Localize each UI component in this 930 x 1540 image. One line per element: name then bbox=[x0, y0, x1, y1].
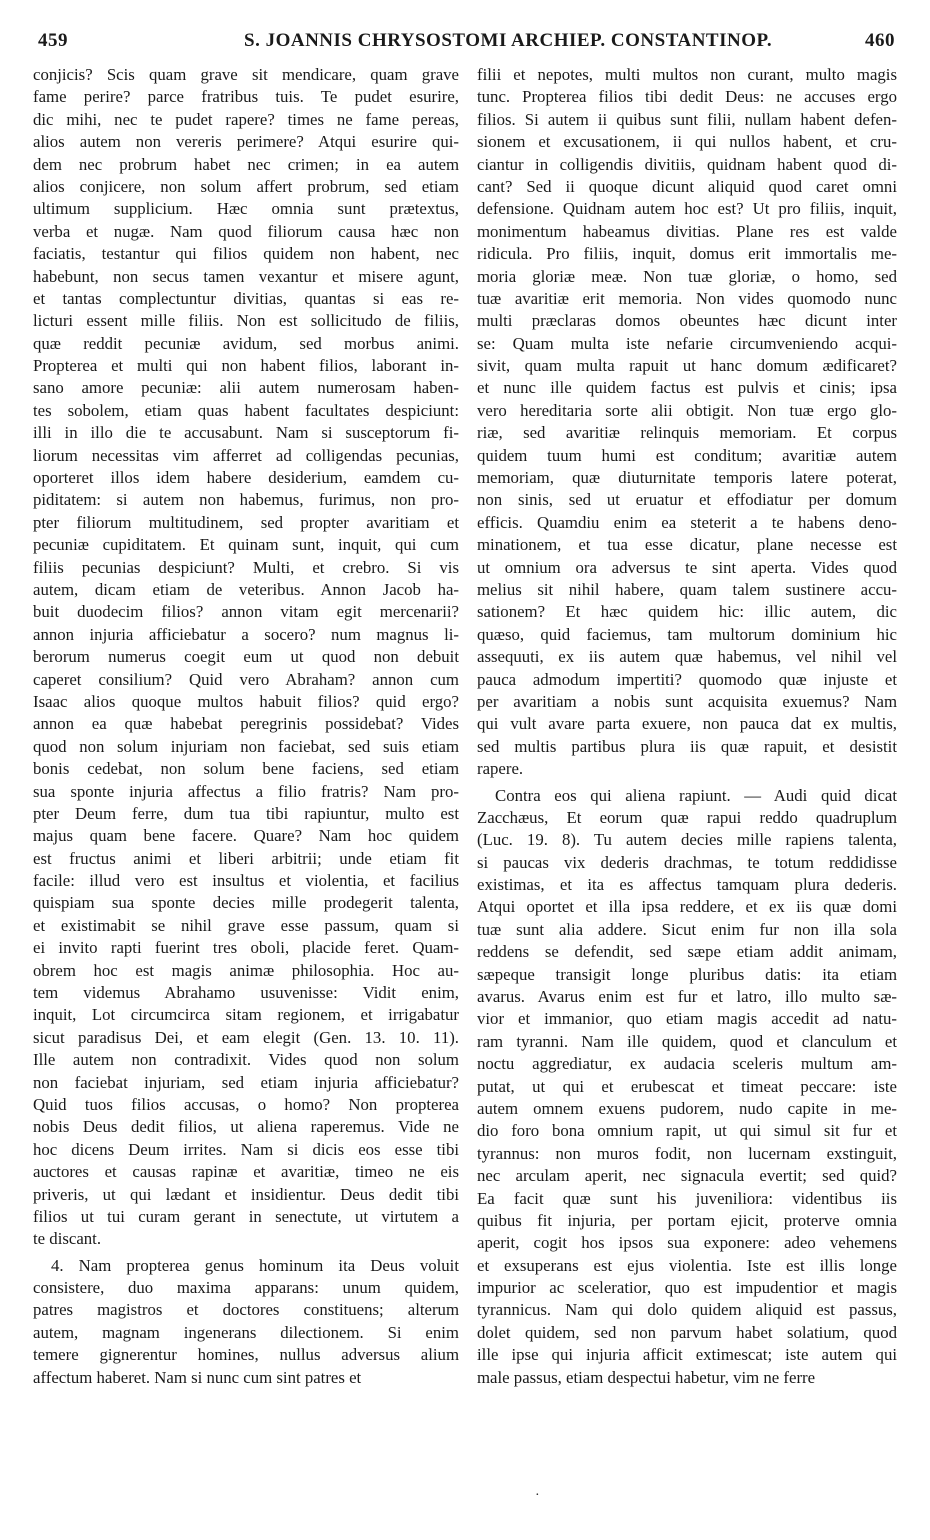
text-line: faciatis, testantur qui filios quidem non habent, nec bbox=[33, 244, 459, 264]
text-line: tyrannicus. Nam qui dolo quidem aliquid est passus, bbox=[477, 1300, 897, 1320]
text-line: te discant. bbox=[33, 1229, 102, 1249]
text-line: riæ, sed avaritiæ relinquis memoriam. Et corpus bbox=[477, 423, 897, 443]
text-line: non sinis, sed ut eruatur et effodiatur per domum bbox=[477, 490, 897, 510]
text-line: ut omnium ora adversus te sint aperta. Vides quod bbox=[477, 557, 897, 577]
text-line: Atqui oportet et illa ipsa reddere, et ex iis quæ domi bbox=[477, 897, 897, 917]
text-line: monimentum habeamus divitias. Plane res est valde bbox=[477, 221, 897, 241]
page-bottom-mark: · bbox=[535, 1488, 540, 1503]
text-line: noctu aggrediatur, ex audacia sceleris multum am- bbox=[477, 1054, 897, 1074]
text-line: est fructus animi et liberi arbitrii; unde etiam fit bbox=[33, 848, 459, 868]
text-line: si paucas vix dederis drachmas, te totum reddidisse bbox=[477, 852, 897, 872]
text-line: sano amore pecuniæ: alii autem numerosam haben- bbox=[33, 378, 459, 398]
text-line: moria gloriæ meæ. Non tuæ gloriæ, o homo, sed bbox=[477, 266, 897, 286]
text-line: pter Deum ferre, dum tua tibi rapiuntur, multo est bbox=[33, 803, 459, 823]
text-line: verba et nugæ. Nam quod filiorum causa hæc non bbox=[33, 221, 459, 241]
text-line: existimas, et ita es affectus tamquam plura dederis. bbox=[477, 875, 897, 895]
text-line: oporteret illos idem habere desiderium, eamdem cu- bbox=[33, 468, 459, 488]
text-line: temere gignerentur homines, nullus adversus alium bbox=[33, 1345, 459, 1365]
text-line: filios. Si autem ii quibus sunt filii, nullam habent defen- bbox=[477, 109, 897, 129]
text-line: illi in illo die te accusabunt. Nam si susceptorum fi- bbox=[33, 423, 459, 443]
text-line: reddens se defendit, sed sæpe etiam addit animam, bbox=[477, 942, 897, 962]
running-header bbox=[0, 30, 930, 56]
text-line: annon ea quæ habebat peregrinis possidebat? Vides bbox=[33, 714, 459, 734]
text-line: dem nec probrum habet nec crimen; in ea autem bbox=[33, 154, 459, 174]
text-line: Propterea et multi qui non habent filios, laborant in- bbox=[33, 356, 459, 376]
text-line: buit duodecim filios? annon vitam egit mercenarii? bbox=[33, 602, 459, 622]
text-line: melius sit nihil habere, quam talem sustinere accu- bbox=[477, 579, 897, 599]
text-line: quidem tuum humi est conditum; avaritiæ autem bbox=[477, 445, 897, 465]
text-line: putat, ut qui et erubescat et timeat peccare: iste bbox=[477, 1076, 897, 1096]
text-line: vero hereditaria sorte alii obtigit. Non tuæ ergo glo- bbox=[477, 400, 897, 420]
text-line: qui vult avare parta exuere, non pauca dat ex multis, bbox=[477, 714, 897, 734]
text-line: tyrannus: non muros fodit, non lucernam exstinguit, bbox=[477, 1143, 897, 1163]
text-line: autem, magnam ingenerans dilectionem. Si enim bbox=[33, 1322, 459, 1342]
text-line: obrem hoc est magis animæ philosophia. Hoc au- bbox=[33, 960, 459, 980]
text-line: inquit, Lot circumcirca sitam regionem, et irrigabatur bbox=[33, 1005, 459, 1025]
text-line: ultimum supplicium. Hæc omnia sunt prætextus, bbox=[33, 199, 459, 219]
text-line: efficis. Quamdiu enim ea steterit a te habens deno- bbox=[477, 512, 897, 532]
text-line: berorum numerus coegit eum ut quod non debuit bbox=[33, 647, 459, 667]
text-line: pter filiorum multitudinem, sed propter avaritiam et bbox=[33, 512, 459, 532]
text-line: auctores et causas rapinæ et avaritiæ, timeo ne eis bbox=[33, 1162, 459, 1182]
text-line: quæ reddit pecuniæ avidum, sed morbus animi. bbox=[33, 333, 459, 353]
text-line: filiis pecunias despiciunt? Multi, et crebro. Si vis bbox=[33, 557, 459, 577]
text-line: quispiam sua sponte decies mille prodegerit talenta, bbox=[33, 893, 459, 913]
text-line: et tantas complectuntur divitias, quantas si eas re- bbox=[33, 288, 459, 308]
text-line: ridicula. Pro filiis, inquit, domus erit immortalis me- bbox=[477, 244, 897, 264]
page-number-left: 459 bbox=[38, 30, 68, 51]
text-line: Contra eos qui aliena rapiunt. — Audi quid dicat bbox=[495, 785, 897, 805]
text-line: Ea facit quæ sunt his juveniliora: videntibus iis bbox=[477, 1188, 897, 1208]
text-line: pauca admodum impertiti? quomodo quæ injuste et bbox=[477, 669, 897, 689]
text-line: impurior ac sceleratior, quo est impudentior et magis bbox=[477, 1278, 897, 1298]
text-line: consistere, duo maxima apparans: unum quidem, bbox=[33, 1278, 459, 1298]
text-line: ille ipse qui injuria afficit extimescat; iste autem qui bbox=[477, 1345, 897, 1365]
text-line: autem omnem exuens pudorem, nudo capite in me- bbox=[477, 1098, 897, 1118]
text-line: sæpeque transigit longe pluribus datis: ita etiam bbox=[477, 964, 897, 984]
text-line: dio foro bona omnium rapit, ut qui simul sit fur et bbox=[477, 1121, 897, 1141]
text-line: rapere. bbox=[477, 759, 524, 779]
text-line: cant? Sed ii quoque dicunt aliquid quod caret omni bbox=[477, 176, 897, 196]
text-line: priveris, ut qui lædant et insidientur. Deus dedit tibi bbox=[33, 1184, 459, 1204]
text-line: aperit, cogit hos ipsos sua exponere: adeo vehemens bbox=[477, 1233, 897, 1253]
text-line: se: Quam multa iste nefarie circumveniendo acqui- bbox=[477, 333, 897, 353]
text-line: pecuniæ cupiditatem. Et quinam sunt, inquit, qui cum bbox=[33, 535, 459, 555]
text-line: et nunc ille quidem factus est pulvis et cinis; ipsa bbox=[477, 378, 897, 398]
text-line: assequuti, ex iis autem quæ habemus, vel nihil vel bbox=[477, 647, 897, 667]
text-line: nec arculam aperit, nec signacula evertit; sed quid? bbox=[477, 1166, 897, 1186]
running-title: S. JOANNIS CHRYSOSTOMI ARCHIEP. CONSTANTINOP. bbox=[244, 30, 773, 51]
page-number-right: 460 bbox=[865, 30, 895, 51]
text-line: filios ut tui curam gerant in senectute, ut virtutem a bbox=[33, 1206, 459, 1226]
text-line: piditatem: si autem non habemus, furimus, non pro- bbox=[33, 490, 459, 510]
text-line: memoriam, quæ diuturnitate temporis latere poterat, bbox=[477, 468, 897, 488]
text-line: et exsuperans est ejus violentia. Iste est illis longe bbox=[477, 1255, 897, 1275]
text-line: sivit, quam multa rapuit ut hanc domum ædificaret? bbox=[477, 356, 897, 376]
text-line: quibus fit injuria, per portam ejicit, proterve omnia bbox=[477, 1210, 897, 1230]
text-line: dolet quidem, sed non parvum habet solatium, quod bbox=[477, 1322, 897, 1342]
text-line: autem, dicam etiam de veteribus. Annon Jacob ha- bbox=[33, 579, 459, 599]
text-line: tuæ sunt alia addere. Sicut enim fur non illa sola bbox=[477, 919, 897, 939]
text-line: ciantur in colligendis divitiis, quidnam habent quod di- bbox=[477, 154, 897, 174]
text-line: sationem? Et hæc quidem hic: illic autem, dic bbox=[477, 602, 897, 622]
text-line: affectum haberet. Nam si nunc cum sint patres et bbox=[33, 1367, 362, 1387]
text-line: ram tyranni. Nam ille quidem, quod et clanculum et bbox=[477, 1031, 897, 1051]
text-line: bonis cedebat, non solum bene faciens, sed etiam bbox=[33, 759, 459, 779]
left-text-column bbox=[33, 64, 459, 1389]
text-line: sua sponte injuria affectus a filio fratris? Nam pro- bbox=[33, 781, 459, 801]
text-line: quod non solum injuriam non faciebat, sed suis etiam bbox=[33, 736, 459, 756]
text-line: multi præclaras domos obeuntes hæc dicunt inter bbox=[477, 311, 897, 331]
text-line: tes sobolem, etiam quas habent facultates despiciunt: bbox=[33, 400, 459, 420]
text-line: minationem, et tua esse dicatur, plane necesse est bbox=[477, 535, 897, 555]
text-line: majus quam bene facere. Quare? Nam hoc quidem bbox=[33, 826, 459, 846]
text-line: habebunt, non secus tamen vexantur et misere agunt, bbox=[33, 266, 459, 286]
text-line: ei invito rapti fuerint tres oboli, placide feret. Quam- bbox=[33, 938, 459, 958]
text-line: 4. Nam propterea genus hominum ita Deus voluit bbox=[51, 1255, 459, 1275]
text-line: patres magistros et doctores constituens; alterum bbox=[33, 1300, 459, 1320]
text-line: sionem et excusationem, ii qui nullos habent, et cru- bbox=[477, 132, 897, 152]
text-line: vior et immanior, quo etiam magis accedit ad natu- bbox=[477, 1009, 897, 1029]
text-line: nobis Deus dedit filios, ut aliena raperemus. Vide ne bbox=[33, 1117, 459, 1137]
right-text-column bbox=[477, 64, 897, 1389]
text-line: tunc. Propterea filios tibi dedit Deus: ne accuses ergo bbox=[477, 87, 897, 107]
text-line: avarus. Avarus enim est fur et latro, illo multo sæ- bbox=[477, 987, 897, 1007]
text-line: male passus, etiam despectui habetur, vim ne ferre bbox=[477, 1367, 816, 1387]
text-line: per avaritiam a nobis sunt acquisita exuemus? Nam bbox=[477, 691, 897, 711]
text-line: hoc dicens Deum irrites. Nam si dicis eos esse tibi bbox=[33, 1139, 459, 1159]
text-line: liorum necessitas vim afferret ad colligendas pecunias, bbox=[33, 445, 459, 465]
text-line: dic mihi, nec te pudet rapere? times ne fame pereas, bbox=[33, 109, 459, 129]
text-line: licturi essent mille filiis. Non est sollicitudo de filiis, bbox=[33, 311, 459, 331]
text-line: Isaac alios quoque multos habuit filios? quid ergo? bbox=[33, 691, 459, 711]
text-line: sed multis partibus plura iis quæ rapuit, et desistit bbox=[477, 736, 897, 756]
text-line: tuæ avaritiæ erit memoria. Non vides quomodo nunc bbox=[477, 288, 897, 308]
text-line: conjicis? Scis quam grave sit mendicare, quam grave bbox=[33, 65, 459, 84]
text-line: et existimabit se nihil grave esse passum, quam si bbox=[33, 915, 459, 935]
text-line: Ille autem non contradixit. Vides quod non solum bbox=[33, 1050, 459, 1070]
text-line: filii et nepotes, multi multos non curant, multo magis bbox=[477, 65, 897, 84]
text-line: Zacchæus, Et eorum quæ rapui reddo quadruplum bbox=[477, 807, 897, 827]
text-line: (Luc. 19. 8). Tu autem decies mille rapiens talenta, bbox=[477, 830, 897, 850]
text-line: tem videmus Abrahamo usuvenisse: Vidit enim, bbox=[33, 983, 459, 1003]
text-line: caperet consilium? Quid vero Abraham? annon cum bbox=[33, 669, 459, 689]
text-line: alios conjicere, non solum affert probrum, sed etiam bbox=[33, 176, 459, 196]
text-line: alios autem non vereris perimere? Atqui esurire qui- bbox=[33, 132, 459, 152]
text-line: sicut paradisus Dei, et eam elegit (Gen. 13. 10. 11). bbox=[33, 1027, 459, 1047]
text-line: facile: illud vero est insultus et violentia, et facilius bbox=[33, 871, 459, 891]
text-line: fame perire? parce fratribus tuis. Te pudet esurire, bbox=[33, 87, 459, 107]
text-line: Quid tuos filios accusas, o homo? Non propterea bbox=[33, 1094, 459, 1114]
text-line: quæso, quid faciemus, tam multorum dominium hic bbox=[477, 624, 897, 644]
text-line: annon injuria afficiebatur a socero? num magnus li- bbox=[33, 624, 459, 644]
text-line: non faciebat injuriam, sed etiam injuria afficiebatur? bbox=[33, 1072, 459, 1092]
text-line: defensione. Quidnam autem hoc est? Ut pro filiis, inquit, bbox=[477, 199, 897, 219]
